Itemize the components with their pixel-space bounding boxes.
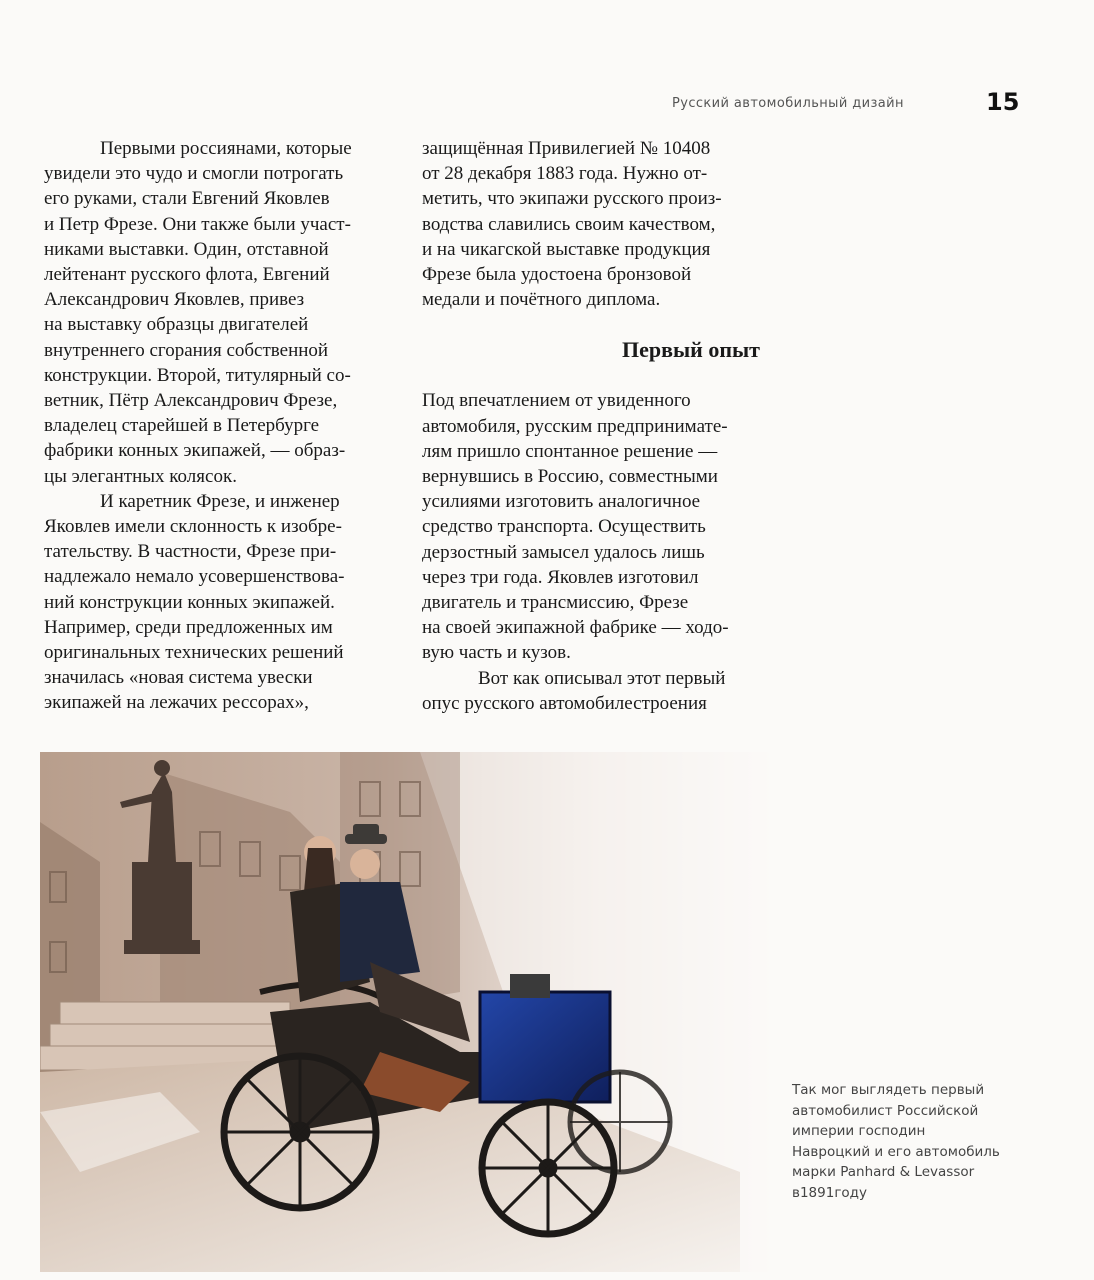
caption-line: автомобилист Российской — [792, 1102, 979, 1119]
caption-line: Навроцкий и его автомобиль — [792, 1143, 1000, 1160]
text-line: от 28 декабря 1883 года. Нужно от- — [422, 163, 708, 185]
text-line: ний конструкции конных экипажей. — [44, 591, 335, 613]
text-line: защищённая Привилегией № 10408 — [422, 138, 711, 159]
image-caption — [792, 1080, 1032, 1203]
text-line: водства славились своим качеством, — [422, 213, 716, 235]
text-line: Первыми россиянами, которые — [100, 138, 352, 159]
caption-line: Так мог выглядеть первый — [792, 1082, 985, 1098]
text-line: лям пришло спонтанное решение — — [422, 440, 718, 462]
caption-line: империи господин — [792, 1123, 926, 1139]
text-line: двигатель и трансмиссию, Фрезе — [422, 592, 689, 614]
text-line: средство транспорта. Осуществить — [422, 516, 706, 538]
text-line: и Петр Фрезе. Они также были участ- — [44, 213, 351, 235]
text-line: экипажей на лежачих рессорах», — [44, 692, 309, 714]
text-line: вую часть и кузов. — [422, 642, 571, 664]
text-line: Под впечатлением от увиденного — [422, 390, 691, 412]
text-line: надлежало немало усовершенствова- — [44, 566, 345, 588]
text-line: Например, среди предложенных им — [44, 616, 333, 638]
text-line: цы элегантных колясок. — [44, 465, 237, 487]
text-line: владелец старейшей в Петербурге — [44, 415, 320, 437]
text-line: Фрезе была удостоена бронзовой — [422, 264, 692, 286]
text-line: оригинальных технических решений — [44, 642, 344, 664]
text-line: и на чикагской выставке продукция — [422, 238, 711, 260]
caption-line: марки Panhard & Levassor — [792, 1164, 975, 1180]
text-line: Вот как описывал этот первый — [478, 667, 726, 689]
text-line: опус русского автомобилестроения — [422, 692, 707, 714]
text-line: лейтенант русского флота, Евгений — [44, 264, 330, 286]
text-line: значилась «новая система увески — [44, 667, 313, 689]
left-text-column — [44, 136, 384, 716]
text-line: медали и почётного диплома. — [422, 289, 661, 311]
text-line: усилиями изготовить аналогичное — [422, 491, 701, 513]
text-line: ветник, Пётр Александрович Фрезе, — [44, 390, 338, 412]
text-line: фабрики конных экипажей, — образ- — [44, 440, 346, 462]
text-line: дерзостный замысел удалось лишь — [422, 541, 705, 563]
text-line: вернувшись в Россию, совместными — [422, 466, 718, 488]
text-line: Александрович Яковлев, привез — [44, 289, 305, 311]
text-line: через три года. Яковлев изготовил — [422, 566, 699, 588]
text-line: И каретник Фрезе, и инженер — [100, 490, 340, 512]
running-title: Русский автомобильный дизайн — [672, 96, 904, 111]
illustration-car-painting — [40, 752, 780, 1272]
text-line: конструкции. Второй, титулярный со- — [44, 364, 351, 386]
text-line: метить, что экипажи русского произ- — [422, 188, 722, 210]
text-line: автомобиля, русским предпринимате- — [422, 415, 728, 437]
text-line: Яковлев имели склонность к изобре- — [44, 516, 342, 538]
text-line: никами выставки. Один, отставной — [44, 238, 329, 260]
page-number: 15 — [986, 88, 1020, 116]
caption-line: в1891году — [792, 1184, 867, 1201]
section-heading: Первый опыт — [621, 337, 760, 363]
text-line: тательству. В частности, Фрезе при- — [44, 541, 337, 563]
text-line: на своей экипажной фабрике — ходо- — [422, 617, 729, 639]
text-line: внутреннего сгорания собственной — [44, 339, 329, 361]
text-line: его руками, стали Евгений Яковлев — [44, 188, 330, 210]
text-line: увидели это чудо и смогли потрогать — [44, 163, 344, 185]
text-line: на выставку образцы двигателей — [44, 314, 309, 336]
right-text-column — [422, 136, 760, 716]
